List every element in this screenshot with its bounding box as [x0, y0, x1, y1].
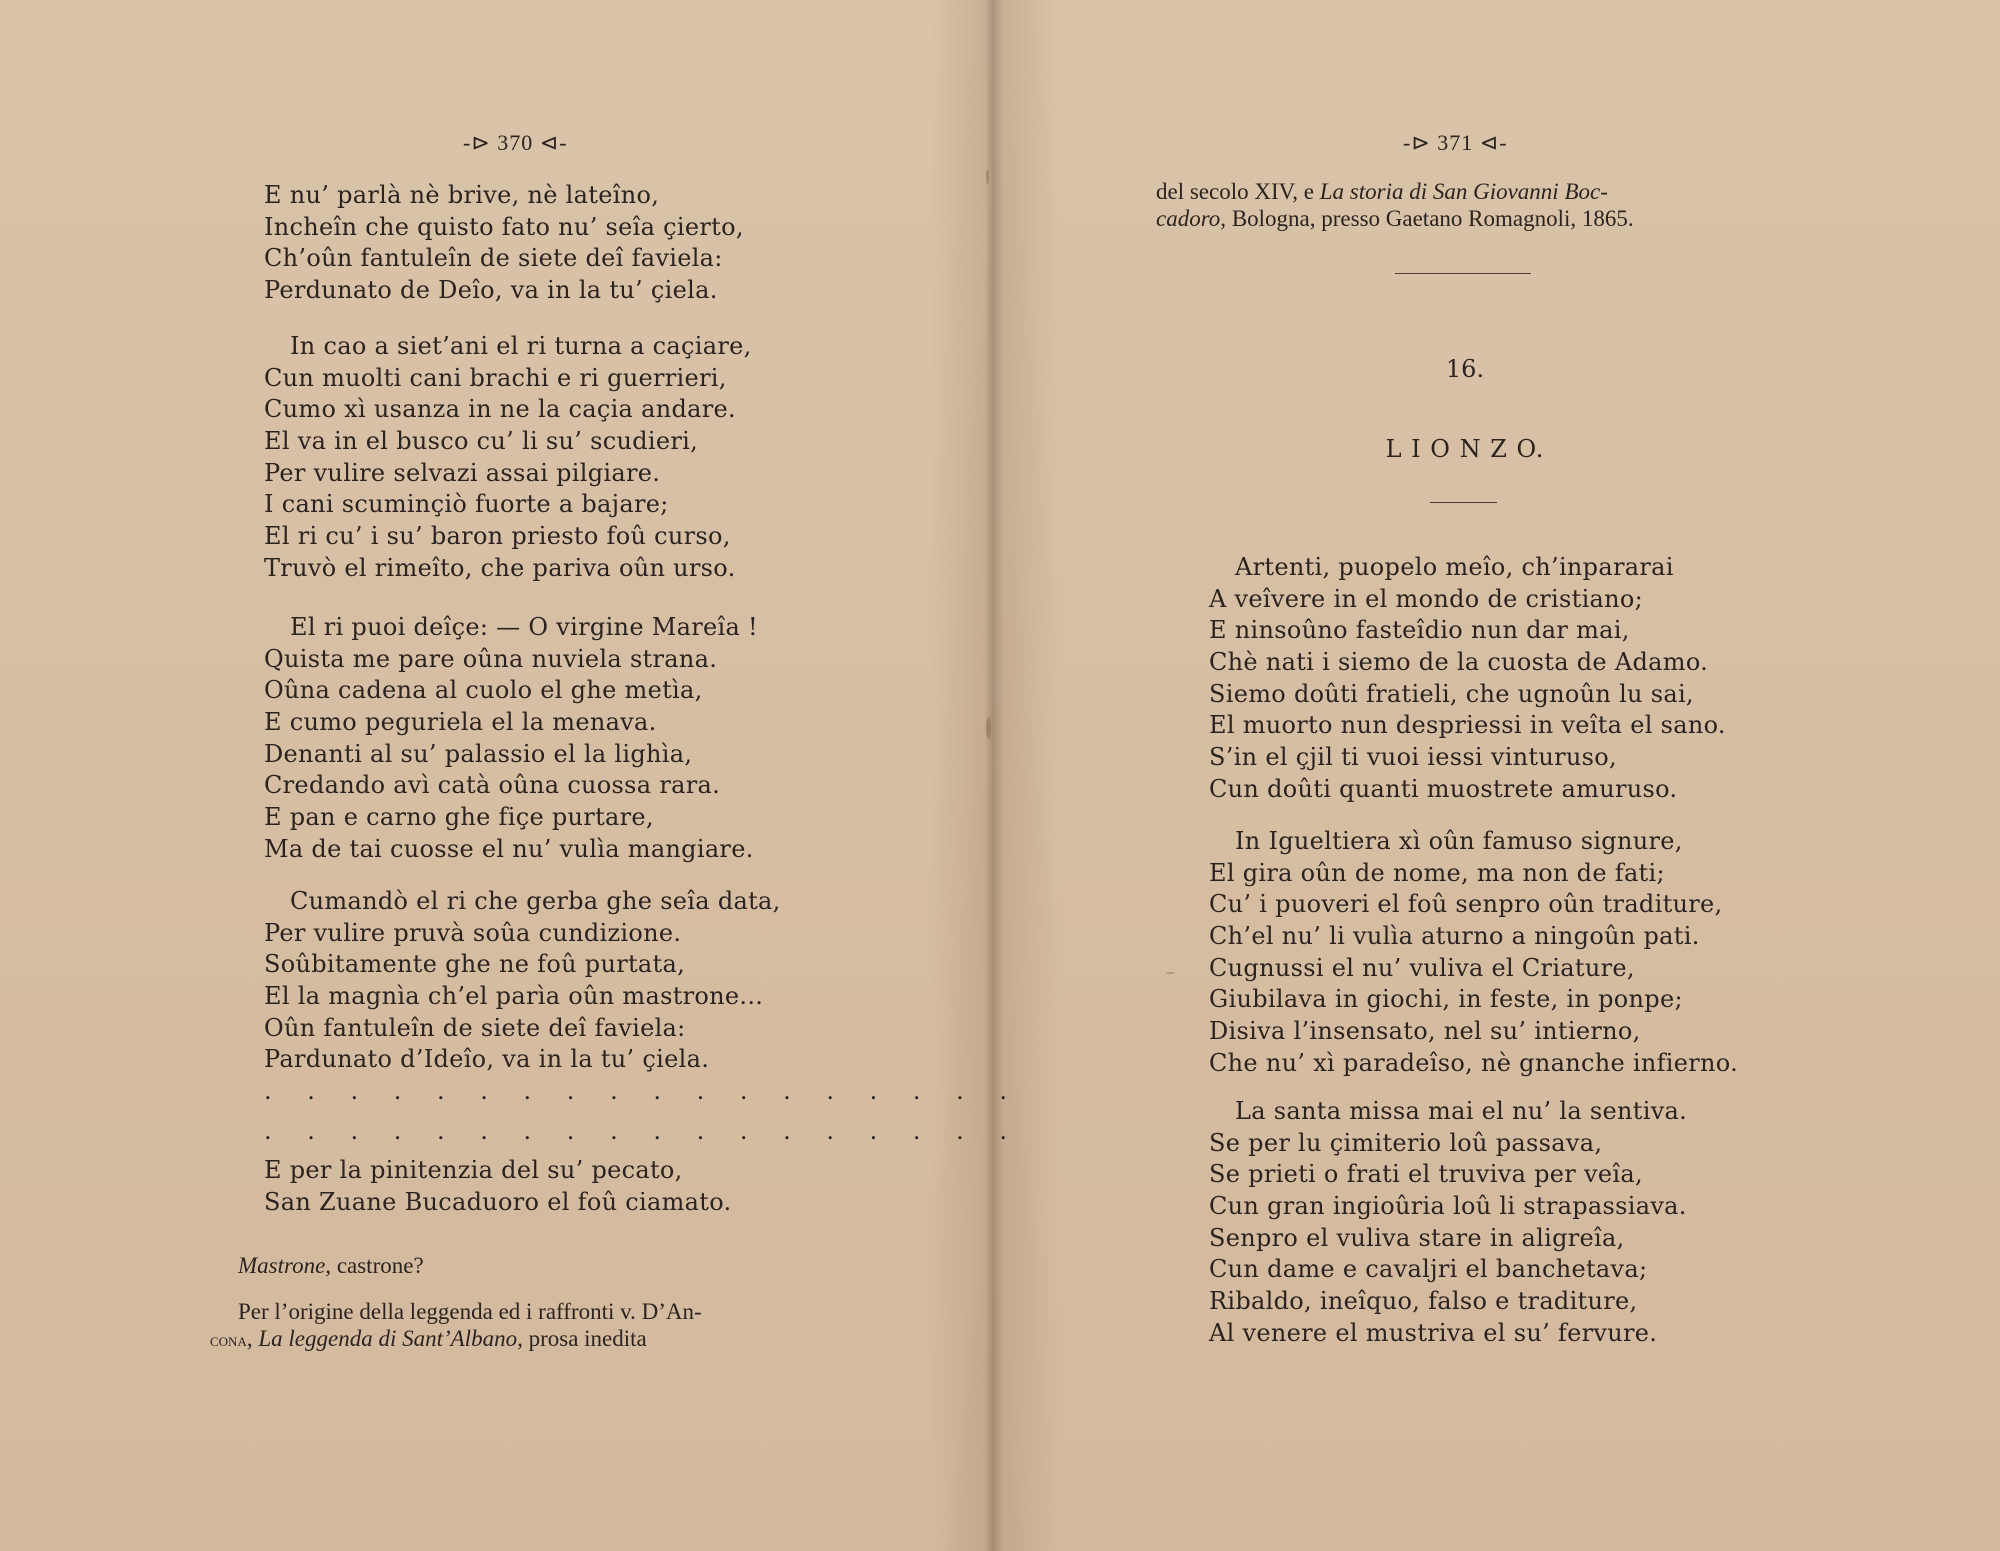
stanza-3 [1209, 1096, 1687, 1350]
verse-line: Denanti al su’ palassio el la lighìa, [264, 739, 693, 768]
page-number-right: -⊳ 371 ⊲- [1403, 130, 1508, 155]
verse-line: E per la pinitenzia del su’ pecato, [264, 1156, 683, 1184]
right-page [1000, 0, 2000, 1551]
verse-line: El gira oûn de nome, ma non de fati; [1209, 858, 1665, 887]
section-title: L I O N Z O. [1385, 435, 1545, 463]
verse-line: Disiva l’insensato, nel su’ intierno, [1209, 1017, 1641, 1046]
stanza-1 [1209, 552, 1726, 806]
verse-line: El va in el busco cu’ li su’ scudieri, [264, 427, 699, 456]
closing-lines [264, 1155, 731, 1218]
verse-line: Artenti, puopelo meîo, ch’inpararai [1235, 553, 1674, 581]
verse-line: Oûna cadena al cuolo el ghe metìa, [264, 676, 703, 705]
verse-line: E ninsoûno fasteîdio nun dar mai, [1209, 616, 1630, 645]
verse-line: La santa missa mai el nu’ la sentiva. [1235, 1097, 1688, 1125]
verse-line: Ch’oûn fantuleîn de siete deî faviela: [264, 244, 723, 273]
verse-line: I cani scuminçiò fuorte a bajare; [264, 490, 669, 519]
book-title: La leggenda di Sant’Albano, [258, 1326, 523, 1351]
verse-line: Ribaldo, ineîquo, falso e traditure, [1209, 1287, 1638, 1316]
verse-line: Ma de tai cuosse el nu’ vulìa mangiare. [264, 834, 754, 863]
continued-footnote [1156, 178, 1634, 232]
footnote-line: Per l’origine della leggenda ed i raffronti v. D’An- [238, 1299, 702, 1324]
verse-line: A veîvere in el mondo de cristiano; [1209, 584, 1644, 613]
verse-line: Ch’el nu’ li vulìa aturno a ningoûn pati. [1209, 922, 1700, 951]
verse-line: Quista me pare oûna nuviela strana. [264, 644, 718, 673]
stanza-3 [264, 612, 758, 866]
verse-line: In cao a siet’ani el ri turna a caçiare, [290, 332, 752, 360]
verse-line: Pardunato d’Ideîo, va in la tu’ çiela. [264, 1045, 710, 1074]
verse-line: Truvò el rimeîto, che pariva oûn urso. [264, 553, 736, 582]
verse-line: Cumandò el ri che gerba ghe seîa data, [290, 887, 781, 915]
verse-line: El la magnìa ch’el parìa oûn mastrone... [264, 982, 764, 1011]
verse-line: E pan e carno ghe fiçe purtare, [264, 803, 654, 832]
footnote-mastrone [238, 1252, 424, 1279]
verse-line: Cumo xì usanza in ne la caçia andare. [264, 395, 736, 424]
verse-line: Cun muolti cani brachi e ri guerrieri, [264, 363, 727, 392]
footnote-line [1156, 178, 1634, 205]
verse-line: Che nu’ xì paradeîso, nè gnanche infierno. [1209, 1048, 1739, 1077]
verse-line: Per vulire selvazi assai pilgiare. [264, 458, 661, 487]
verse-line: Se prieti o frati el truviva per veîa, [1209, 1160, 1643, 1189]
footnote-text: del secolo XIV, e [1156, 179, 1320, 204]
footnote-gloss: castrone? [331, 1253, 424, 1278]
verse-line: San Zuane Bucaduoro el foû ciamato. [264, 1187, 732, 1216]
stanza-2 [1209, 826, 1738, 1080]
verse-line: Credando avì catà oûna cuossa rara. [264, 771, 721, 800]
verse-line: Siemo doûti fratieli, che ugnoûn lu sai, [1209, 679, 1694, 708]
paper-mark [986, 717, 991, 739]
stanza-1 [264, 180, 744, 307]
book-title: La storia di San Giovanni Boc- [1319, 179, 1608, 204]
verse-line: El ri puoi deîçe: — O virgine Mareîa ! [290, 613, 758, 641]
footnote-term: Mastrone, [238, 1253, 332, 1278]
verse-line: E cumo peguriela el la menava. [264, 708, 657, 737]
footnote-text: Bologna, presso Gaetano Romagnoli, 1865. [1226, 206, 1634, 231]
verse-line: El ri cu’ i su’ baron priesto foû curso, [264, 522, 731, 551]
author-name: cona [210, 1330, 247, 1351]
verse-line: E nu’ parlà nè brive, nè lateîno, [264, 181, 660, 209]
separator-rule [1395, 273, 1531, 274]
stanza-4 [264, 886, 781, 1076]
page-number-left: -⊳ 370 ⊲- [463, 130, 568, 155]
verse-line: Giubilava in giochi, in feste, in ponpe; [1209, 985, 1683, 1014]
verse-line: Per vulire pruvà soûa cundizione. [264, 918, 682, 947]
verse-line: Cun dame e cavaljri el banchetava; [1209, 1255, 1648, 1284]
verse-line: S’in el çjil ti vuoi iessi vinturuso, [1209, 743, 1617, 772]
verse-line: Chè nati i siemo de la cuosta de Adamo. [1209, 648, 1709, 677]
verse-line: In Igueltiera xì oûn famuso signure, [1235, 827, 1683, 855]
verse-line: Se per lu çimiterio loû passava, [1209, 1128, 1603, 1157]
ellipsis-line: . . . . . . . . . . . . . . . . . . [264, 1117, 1022, 1145]
verse-line: Senpro el vuliva stare in aligreîa, [1209, 1223, 1625, 1252]
section-number: 16. [1445, 355, 1485, 383]
footnote-text: prosa inedita [522, 1326, 647, 1351]
footnote-line [210, 1325, 702, 1354]
verse-line: Cugnussi el nu’ vuliva el Criature, [1209, 953, 1635, 982]
footnote-origin [210, 1298, 702, 1354]
ellipsis-line: . . . . . . . . . . . . . . . . . . [264, 1077, 1022, 1105]
book-title: cadoro, [1156, 206, 1227, 231]
verse-line: Oûn fantuleîn de siete deî faviela: [264, 1013, 686, 1042]
paper-mark [986, 170, 989, 184]
verse-line: Cu’ i puoveri el foû senpro oûn traditure, [1209, 890, 1723, 919]
verse-line: Incheîn che quisto fato nu’ seîa çierto, [264, 212, 744, 241]
verse-line: Cun gran ingioûria loû li strapassiava. [1209, 1192, 1687, 1221]
footnote-line [1156, 205, 1634, 232]
verse-line: Cun doûti quanti muostrete amuruso. [1209, 774, 1678, 803]
verse-line: Soûbitamente ghe ne foû purtata, [264, 950, 686, 979]
verse-line: Perdunato de Deîo, va in la tu’ çiela. [264, 276, 718, 305]
stanza-2 [264, 331, 752, 585]
title-rule [1430, 502, 1497, 503]
verse-line: Al venere el mustriva el su’ fervure. [1209, 1318, 1658, 1347]
footnote-separator: , [246, 1326, 259, 1351]
verse-line: El muorto nun despriessi in veîta el sano. [1209, 711, 1726, 740]
paper-mark [1166, 972, 1175, 974]
